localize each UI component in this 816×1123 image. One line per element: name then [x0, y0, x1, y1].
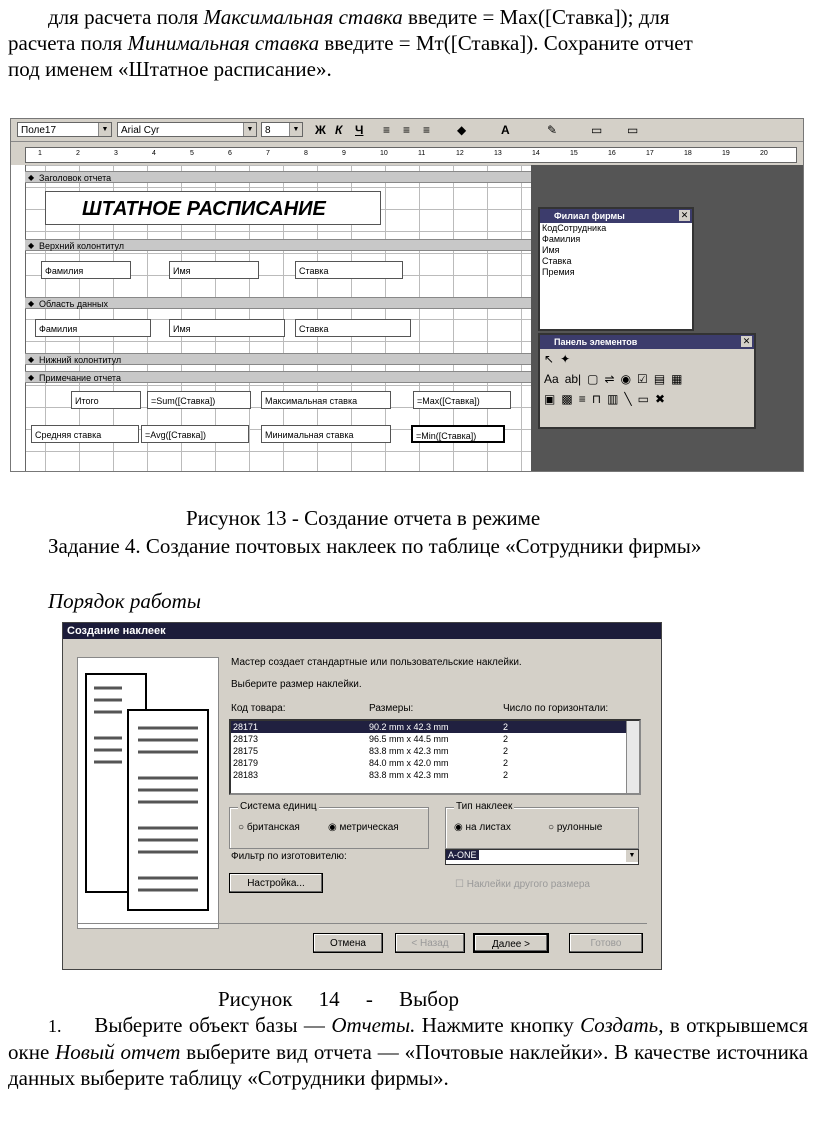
- intro-italic-min: Минимальная ставка: [127, 31, 320, 55]
- option-tool-icon[interactable]: ◉: [620, 372, 632, 386]
- ruler-mark: 15: [570, 150, 578, 157]
- step-1-text-d: выберите вид отчета — «Почтовые наклейки». В качестве источника данных выберите таблицу «Сотрудники фирмы».: [8, 1040, 809, 1090]
- radio-british[interactable]: ○ британская: [238, 822, 300, 833]
- wizard-intro: Мастер создает стандартные или пользовательские наклейки.: [231, 657, 522, 668]
- max-expression[interactable]: =Max([Ставка]): [413, 391, 511, 409]
- step-1-number: 1.: [48, 1016, 62, 1036]
- section-detail[interactable]: ◆ Область данных: [25, 297, 531, 309]
- align-center-icon[interactable]: ≡: [403, 123, 411, 137]
- combo-tool-icon[interactable]: ▤: [653, 372, 666, 386]
- label-size-cell-code: 28171: [233, 722, 259, 732]
- setup-button[interactable]: Настройка...: [229, 873, 323, 893]
- label-size-cell-n: 2: [503, 722, 509, 732]
- list-tool-icon[interactable]: ▦: [671, 372, 683, 386]
- column-header-count: Число по горизонтали:: [503, 703, 609, 714]
- field-list-item[interactable]: Премия: [542, 267, 575, 277]
- dialog-title: Создание наклеек: [63, 623, 661, 639]
- intro-text: для расчета поля: [48, 5, 199, 29]
- label-wizard-dialog: [62, 622, 662, 970]
- column-header-code: Код товара:: [231, 703, 286, 714]
- field-combo-value: Поле17: [21, 125, 57, 136]
- section-report-header[interactable]: ◆ Заголовок отчета: [25, 171, 531, 183]
- close-icon[interactable]: ✕: [680, 210, 689, 220]
- wizard-icon[interactable]: ✦: [560, 352, 571, 366]
- tab-tool-icon[interactable]: ⊓: [591, 392, 602, 406]
- label-size-cell-code: 28179: [233, 758, 259, 768]
- label-size-cell-size: 90.2 mm x 42.3 mm: [369, 722, 449, 732]
- section-page-footer[interactable]: ◆ Нижний колонтитул: [25, 353, 531, 365]
- detail-field-lastname[interactable]: Фамилия: [35, 319, 151, 337]
- radio-rolls[interactable]: ○ рулонные: [548, 822, 603, 833]
- field-combo[interactable]: [17, 122, 112, 137]
- label-size-cell-size: 83.8 mm x 42.3 mm: [369, 770, 449, 780]
- report-title-label[interactable]: ШТАТНОЕ РАСПИСАНИЕ: [45, 191, 381, 225]
- step-1-italic-create: Создать,: [580, 1013, 664, 1037]
- radio-sheets-label: на листах: [465, 822, 511, 833]
- header-label-lastname[interactable]: Фамилия: [41, 261, 131, 279]
- label-size-cell-n: 2: [503, 734, 509, 744]
- label-sheet-icon: [78, 658, 218, 928]
- step-1-text-b: Нажмите кнопку: [421, 1013, 574, 1037]
- step-1-italic-reports: Отчеты.: [331, 1013, 416, 1037]
- report-designer-screenshot: [10, 118, 804, 472]
- label-size-cell-code: 28175: [233, 746, 259, 756]
- label-type-group-label: Тип наклеек: [456, 801, 513, 812]
- bold-icon[interactable]: Ж: [315, 123, 326, 137]
- special-effect-icon[interactable]: ▭: [627, 123, 639, 137]
- toolbox-title: [540, 335, 754, 349]
- wizard-choose-size: Выберите размер наклейки.: [231, 679, 362, 690]
- ruler-mark: 19: [722, 150, 730, 157]
- radio-sheets[interactable]: ◉ на листах: [454, 822, 511, 833]
- label-size-cell-n: 2: [503, 758, 509, 768]
- frame-tool-icon[interactable]: ▩: [561, 392, 573, 406]
- ruler-mark: 11: [418, 150, 426, 157]
- toggle-tool-icon[interactable]: ⇌: [604, 372, 615, 386]
- intro-text-min: введите = Mт([Ставка]). Сохраните отчет: [324, 31, 693, 55]
- ruler-mark: 8: [304, 150, 308, 157]
- chevron-down-icon: ▼: [626, 850, 638, 862]
- min-expression-selected[interactable]: =Min([Ставка]): [411, 425, 505, 443]
- label-size-cell-n: 2: [503, 770, 509, 780]
- detail-field-firstname[interactable]: Имя: [169, 319, 285, 337]
- field-list-item[interactable]: Ставка: [542, 256, 572, 266]
- filter-select-value: A-ONE: [448, 850, 477, 860]
- checkbox-tool-icon[interactable]: ☑: [637, 372, 648, 386]
- font-color-icon[interactable]: A: [501, 123, 510, 137]
- label-size-cell-size: 96.5 mm x 44.5 mm: [369, 734, 449, 744]
- max-rate-label[interactable]: Максимальная ставка: [261, 391, 391, 409]
- next-button[interactable]: Далее >: [473, 933, 549, 953]
- label-size-cell-size: 84.0 mm x 42.0 mm: [369, 758, 449, 768]
- filter-select[interactable]: [445, 849, 639, 865]
- line-color-icon[interactable]: ✎: [547, 123, 558, 137]
- ruler-mark: 10: [380, 150, 388, 157]
- size-combo-value: 8: [265, 125, 271, 136]
- label-size-row[interactable]: [231, 757, 639, 769]
- units-group-label: Система единиц: [240, 801, 317, 812]
- align-left-icon[interactable]: ≡: [383, 123, 391, 137]
- cancel-button[interactable]: Отмена: [313, 933, 383, 953]
- ruler-mark: 14: [532, 150, 540, 157]
- label-size-cell-n: 2: [503, 746, 509, 756]
- label-size-list[interactable]: [229, 719, 641, 795]
- radio-metric-label: метрическая: [339, 822, 399, 833]
- section-report-footer[interactable]: ◆ Примечание отчета: [25, 371, 531, 383]
- ruler-mark: 16: [608, 150, 616, 157]
- ruler-mark: 20: [760, 150, 768, 157]
- radio-metric[interactable]: ◉ метрическая: [328, 822, 399, 833]
- label-illustration: [77, 657, 219, 929]
- label-size-row[interactable]: [231, 733, 639, 745]
- back-button[interactable]: < Назад: [395, 933, 465, 953]
- step-1-text-a: Выберите объект базы —: [94, 1013, 325, 1037]
- vertical-ruler: [11, 165, 26, 471]
- field-list-title-text: Филиал фирмы: [554, 211, 625, 221]
- align-right-icon[interactable]: ≡: [423, 123, 431, 137]
- subform-tool-icon[interactable]: ▥: [607, 392, 619, 406]
- ruler-mark: 6: [228, 150, 232, 157]
- ruler-mark: 12: [456, 150, 464, 157]
- sum-expression[interactable]: =Sum([Ставка]): [147, 391, 251, 409]
- task-4-heading: [8, 533, 808, 559]
- ruler-mark: 1: [38, 150, 42, 157]
- label-size-row[interactable]: [231, 721, 639, 733]
- border-width-icon[interactable]: ▭: [591, 123, 603, 137]
- close-icon[interactable]: ✕: [742, 336, 751, 346]
- step-1-italic-new-report: Новый отчет: [55, 1040, 181, 1064]
- label-size-cell-size: 83.8 mm x 42.3 mm: [369, 746, 449, 756]
- section-page-header[interactable]: ◆ Верхний колонтитул: [25, 239, 531, 251]
- header-label-rate[interactable]: Ставка: [295, 261, 403, 279]
- toolbox-row-2: [540, 369, 754, 389]
- underline-icon[interactable]: Ч: [355, 123, 364, 137]
- chevron-down-icon: ▼: [243, 123, 256, 136]
- toolbox-row-3: [540, 389, 754, 409]
- rectangle-tool-icon[interactable]: ▭: [637, 392, 649, 406]
- line-tool-icon[interactable]: ╲: [624, 392, 632, 406]
- label-size-cell-code: 28173: [233, 734, 259, 744]
- group-tool-icon[interactable]: ▢: [587, 372, 599, 386]
- work-order-heading: Порядок работы: [48, 589, 202, 613]
- units-group: [229, 801, 429, 849]
- toolbox-row-1: [540, 349, 754, 369]
- other-sizes-checkbox[interactable]: ☐ Наклейки другого размера: [455, 879, 590, 890]
- italic-icon[interactable]: К: [335, 123, 343, 137]
- size-combo[interactable]: [261, 122, 303, 137]
- label-size-row[interactable]: [231, 769, 639, 781]
- column-header-size: Размеры:: [369, 703, 414, 714]
- horizontal-ruler: [25, 147, 797, 163]
- other-sizes-label: Наклейки другого размера: [466, 879, 590, 890]
- min-rate-label[interactable]: Минимальная ставка: [261, 425, 391, 443]
- figure-14-caption: Рисунок 14 - Выбор: [218, 987, 459, 1011]
- radio-rolls-label: рулонные: [556, 822, 603, 833]
- label-type-group: [445, 801, 639, 849]
- label-size-row[interactable]: [231, 745, 639, 757]
- textbox-tool-icon[interactable]: ab|: [564, 372, 582, 386]
- detail-field-rate[interactable]: Ставка: [295, 319, 411, 337]
- ruler-mark: 18: [684, 150, 692, 157]
- avg-expression[interactable]: =Avg([Ставка]): [141, 425, 249, 443]
- ruler-mark: 17: [646, 150, 654, 157]
- intro-italic-max: Максимальная ставка: [203, 5, 403, 29]
- field-list-item[interactable]: Имя: [542, 245, 560, 255]
- intro-text-2: расчета поля: [8, 31, 123, 55]
- filter-label: Фильтр по изготовителю:: [231, 851, 347, 862]
- page-break-icon[interactable]: ≡: [578, 392, 586, 406]
- field-list-window[interactable]: [538, 207, 694, 331]
- figure-13-caption: Рисунок 13 - Создание отчета в режиме: [186, 506, 541, 530]
- radio-british-label: британская: [246, 822, 300, 833]
- total-label[interactable]: Итого: [71, 391, 141, 409]
- ruler-mark: 4: [152, 150, 156, 157]
- avg-rate-label[interactable]: Средняя ставка: [31, 425, 139, 443]
- header-label-firstname[interactable]: Имя: [169, 261, 259, 279]
- select-objects-icon[interactable]: ↖: [544, 352, 555, 366]
- ruler-mark: 3: [114, 150, 118, 157]
- divider: [77, 923, 647, 924]
- label-size-cell-code: 28183: [233, 770, 259, 780]
- intro-text-3: под именем «Штатное расписание».: [8, 57, 332, 81]
- label-tool-icon[interactable]: Aa: [544, 372, 559, 386]
- more-tools-icon[interactable]: ✖: [655, 392, 666, 406]
- ruler-mark: 5: [190, 150, 194, 157]
- step-1-text-c: в открывшемся окне: [8, 1013, 809, 1064]
- image-tool-icon[interactable]: ▣: [544, 392, 556, 406]
- fill-color-icon[interactable]: ◆: [457, 123, 467, 137]
- ruler-mark: 7: [266, 150, 270, 157]
- ruler-mark: 9: [342, 150, 346, 157]
- font-combo-value: Arial Cyr: [121, 125, 160, 136]
- field-list-item[interactable]: КодСотрудника: [542, 223, 607, 233]
- intro-text-max: введите = Max([Ставка]); для: [408, 5, 670, 29]
- task-4-text: Задание 4. Создание почтовых наклеек по таблице «Сотрудники фирмы»: [48, 534, 702, 558]
- finish-button[interactable]: Готово: [569, 933, 643, 953]
- field-list-title: [540, 209, 692, 223]
- formatting-toolbar: [11, 119, 803, 142]
- toolbox-window[interactable]: [538, 333, 756, 429]
- chevron-down-icon: ▼: [98, 123, 111, 136]
- step-1-paragraph: [8, 1012, 808, 1091]
- chevron-down-icon: ▼: [289, 123, 302, 136]
- field-list-items: [540, 223, 692, 278]
- toolbox-title-text: Панель элементов: [554, 337, 638, 347]
- list-scrollbar[interactable]: [626, 721, 639, 793]
- font-combo[interactable]: [117, 122, 257, 137]
- ruler-mark: 2: [76, 150, 80, 157]
- field-list-item[interactable]: Фамилия: [542, 234, 581, 244]
- intro-paragraph: [8, 4, 808, 82]
- ruler-mark: 13: [494, 150, 502, 157]
